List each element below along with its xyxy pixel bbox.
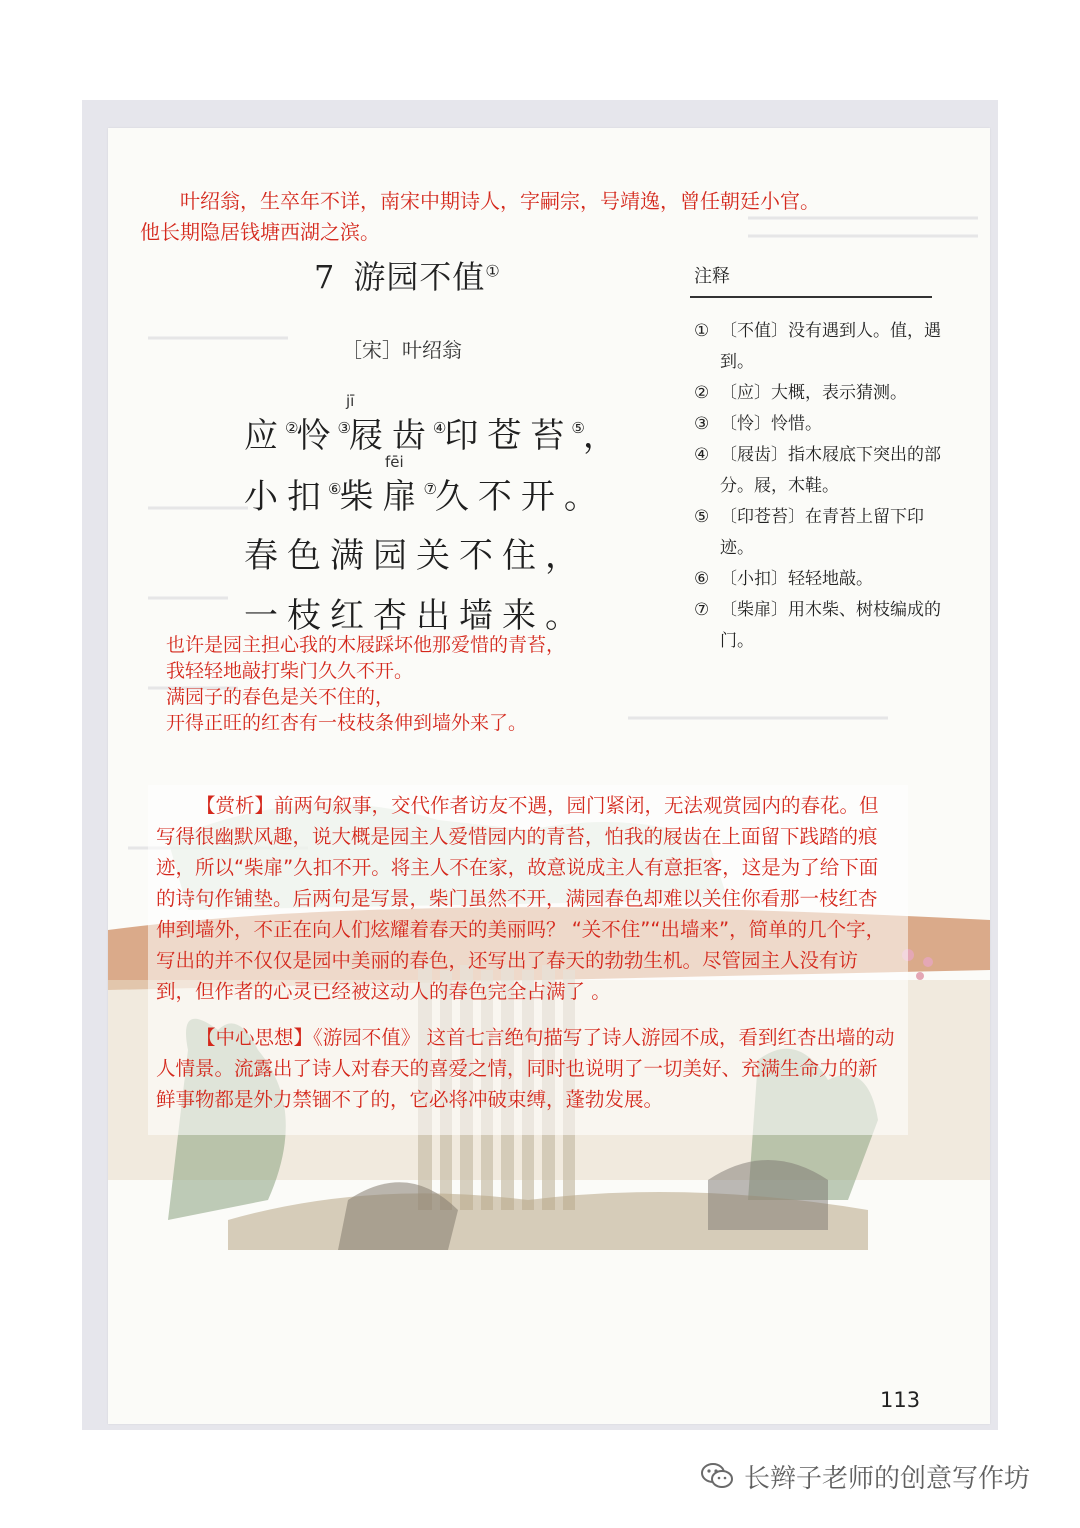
note-mark: ① (485, 261, 501, 281)
note-mark: ④ (694, 445, 710, 465)
notes-heading: 注释 (694, 266, 730, 287)
poem-char: 屐 (348, 416, 392, 456)
poem-char: 小扣 (244, 477, 330, 517)
translation-line: 也许是园主担心我的木屐踩坏他那爱惜的青苔， (166, 634, 566, 656)
lesson-number: 7 (314, 258, 336, 296)
note-mark: ③ (694, 414, 710, 434)
note-mark: ⑥ (328, 480, 342, 498)
note-mark: ⑤ (571, 419, 585, 437)
note-text: 〔应〕大概，表示猜测。 (720, 383, 907, 403)
note-mark: ② (285, 419, 299, 437)
note-item (694, 502, 944, 564)
poem-line-4: 一枝红杏出墙来。 (244, 596, 588, 636)
note-item (694, 316, 944, 378)
poem-title (314, 252, 501, 298)
note-item (694, 378, 944, 409)
pinyin-ji: jī (346, 392, 355, 410)
translation-line: 我轻轻地敲打柴门久久不开。 (166, 660, 414, 682)
poem-char: 怜 (296, 416, 340, 456)
translation-line: 满园子的春色是关不住的， (166, 686, 395, 708)
note-text: 〔不值〕没有遇到人。值，遇到。 (720, 321, 941, 372)
page-number: 113 (880, 1388, 921, 1412)
translation-line: 开得正旺的红杏有一枝枝条伸到墙外来了。 (166, 712, 528, 734)
notes-list (694, 316, 944, 657)
poem-line-2 (244, 469, 607, 518)
poem-char: ， (582, 416, 626, 456)
note-text: 〔小扣〕轻轻地敲。 (720, 569, 873, 589)
wechat-icon (700, 1461, 734, 1491)
poem-char: 齿 (391, 416, 435, 456)
poem-char: 柴扉 (339, 477, 426, 517)
pinyin-fei: fēi (385, 453, 404, 471)
note-mark: ② (694, 383, 710, 403)
notes-divider (690, 296, 932, 298)
central-idea-paragraph: 【中心思想】《游园不值》 这首七言绝句描写了诗人游园不成，看到红杏出墙的动人情景。流露出了诗人对春天的喜爱之情，同时也说明了一切美好、充满生命力的新鲜事物都是外力禁锢不了的，它必将冲破束缚，蓬勃发展。 (156, 1026, 895, 1111)
note-text: 〔印苍苔〕在青苔上留下印迹。 (720, 507, 924, 558)
poem-char: 印苍苔 (444, 416, 574, 456)
poem-line-1 (244, 408, 626, 457)
watermark (700, 1456, 1030, 1496)
note-mark: ⑤ (694, 507, 710, 527)
note-mark: ① (694, 321, 710, 341)
note-item (694, 440, 944, 502)
watermark-text: 长辫子老师的创意写作坊 (744, 1463, 1031, 1494)
note-text: 〔怜〕怜惜。 (720, 414, 822, 434)
note-text: 〔屐齿〕指木屐底下突出的部分。屐，木鞋。 (720, 445, 941, 496)
poem-char: 应 (244, 416, 287, 456)
analysis-paragraph: 【赏析】前两句叙事，交代作者访友不遇，园门紧闭，无法观赏园内的春花。但写得很幽默风趣，说大概是园主人爱惜园内的青苔，怕我的屐齿在上面留下践踏的痕迹，所以“柴扉”久扣不开。将主人不在家，故意说成主人有意拒客，这是为了给下面的诗句作铺垫。后两句是写景，柴门虽然不开，满园春色却难以关住你看那一枝红杏伸到墙外，不正在向人们炫耀着春天的美丽吗？ “关不住”“出墙来”，简单的几个字，写出的并不仅仅是园中美丽的春色，还写出了春天的勃勃生机。尽管园主人没有访到，但作者的心灵已经被这动人的春色完全占满了 。 (156, 794, 886, 1003)
poem-author: ［宋］叶绍翁 (342, 338, 462, 362)
note-mark: ⑦ (423, 480, 437, 498)
poem-title-text: 游园不值 (353, 258, 486, 296)
poem-char: 久不开。 (434, 477, 607, 517)
note-item (694, 595, 944, 657)
note-mark: ⑦ (694, 600, 710, 620)
note-item (694, 409, 944, 440)
note-mark: ④ (432, 419, 447, 437)
note-item (694, 564, 944, 595)
note-text: 〔柴扉〕用木柴、树枝编成的门。 (720, 600, 941, 651)
author-bio: 叶绍翁，生卒年不详，南宋中期诗人，字嗣宗，号靖逸，曾任朝廷小官。他长期隐居钱塘西湖之滨。 (140, 189, 820, 244)
poem-translation (166, 632, 686, 736)
poem-line-3: 春色满园关不住， (244, 536, 588, 576)
note-mark: ⑥ (694, 569, 710, 589)
note-mark: ③ (337, 419, 351, 437)
